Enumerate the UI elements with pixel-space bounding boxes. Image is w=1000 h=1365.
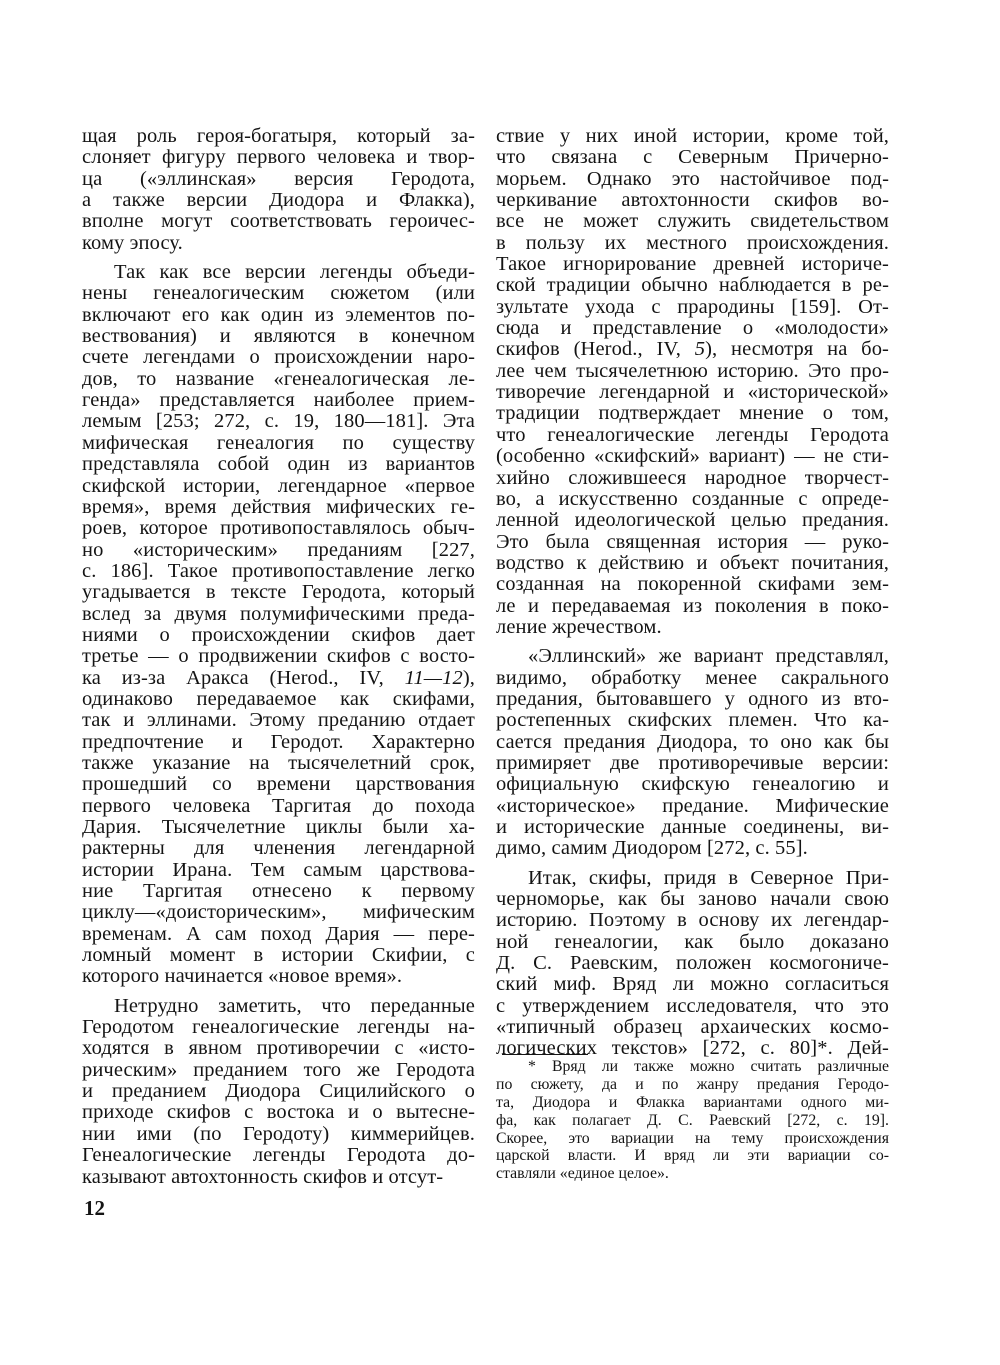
text-line: казывают автохтонность скифов и отсут- bbox=[82, 1165, 444, 1188]
text-line: что связана с Северным Причерно- bbox=[496, 146, 889, 169]
text-line: Такое игнорирование древней историче- bbox=[496, 253, 889, 276]
text-line: скифов (Herod., IV, 5), несмотря на бо- bbox=[496, 338, 889, 361]
text-line: с утверждением исследователя, что это bbox=[496, 994, 889, 1017]
text-line: «историческое» предание. Мифические bbox=[496, 794, 889, 817]
text-line: одинаково передаваемое как скифами, bbox=[82, 687, 475, 710]
text-line: включают его как один из элементов по- bbox=[82, 303, 475, 326]
text-line: и преданием Диодора Сицилийского о bbox=[82, 1080, 475, 1103]
text-line: слоняет фигуру первого человека и твор- bbox=[82, 146, 475, 169]
text-line: традиции подтверждает мнение о том, bbox=[496, 402, 889, 425]
text-line: черноморье, как бы заново начали свою bbox=[496, 888, 889, 911]
text-line: ка из-за Аракса (Herod., IV, 11—12), bbox=[82, 666, 475, 689]
text-line: ствие у них иной истории, кроме той, bbox=[496, 125, 889, 147]
text-line: ной генеалогии, как было доказано bbox=[496, 930, 889, 953]
text-line: приходе скифов с востока и о вытесне- bbox=[82, 1101, 475, 1124]
text-line: ломный момент в истории Скифии, с bbox=[82, 944, 475, 967]
text-line: ца («эллинская» версия Геродота, bbox=[82, 167, 475, 190]
text-line: сюда и представление о «молодости» bbox=[496, 317, 889, 340]
text-line: та, Диодора и Флакка вариантами одного ми- bbox=[496, 1093, 889, 1111]
text-line: водство к действию и объект почитания, bbox=[496, 551, 889, 574]
text-line: угадывается в тексте Геродота, который bbox=[82, 581, 475, 604]
text-line: Дария. Тысячелетние циклы были ха- bbox=[82, 816, 475, 838]
right-column bbox=[496, 126, 889, 1060]
text-line: примиряет две противоречивые версии: bbox=[496, 751, 889, 774]
text-line: во, а искусственно созданные с опреде- bbox=[496, 487, 889, 510]
text-line: первого человека Таргитая до похода bbox=[82, 794, 475, 817]
text-line: «типичный образец архаических космо- bbox=[496, 1016, 889, 1039]
text-line: прошедший со времени царствования bbox=[82, 773, 475, 796]
text-line: морьем. Однако это настойчивое под- bbox=[496, 167, 889, 190]
text-line: историю. Поэтому в основу их легендар- bbox=[496, 909, 889, 932]
text-line: вполне могут соответствовать героичес- bbox=[82, 210, 475, 233]
text-line: что генеалогические легенды Геродота bbox=[496, 423, 889, 446]
text-line: «Эллинский» же вариант представлял, bbox=[528, 645, 889, 668]
text-line: также указание на тысячелетний срок, bbox=[82, 751, 475, 774]
footnote bbox=[496, 1058, 889, 1183]
text-line: видимо, обработку менее сакрального bbox=[496, 666, 889, 689]
text-line: ление жречеством. bbox=[496, 615, 662, 638]
text-line: Геродотом генеалогические легенды на- bbox=[82, 1016, 475, 1039]
text-line: с. 186]. Такое противопоставление легко bbox=[82, 559, 475, 582]
text-line: все не может служить свидетельством bbox=[496, 210, 889, 233]
text-line: нии ими (по Геродоту) киммерийцев. bbox=[82, 1122, 475, 1145]
text-line: щая роль героя-богатыря, который за- bbox=[82, 125, 475, 147]
text-line: Это была священная история — руко- bbox=[496, 530, 889, 553]
left-column bbox=[82, 126, 475, 1188]
text-line: вслед за двумя полумифическими преда- bbox=[82, 602, 475, 625]
text-line: хийно сложившееся народное творчест- bbox=[496, 466, 889, 489]
text-line: Нетрудно заметить, что переданные bbox=[114, 994, 475, 1017]
text-line: генда» представляется наиболее прием- bbox=[82, 389, 475, 412]
text-line: по сюжету, да и по жанру предания Геродо- bbox=[496, 1075, 889, 1093]
text-line: временам. А сам поход Дария — пере- bbox=[82, 922, 475, 945]
text-line: Скорее, это вариации на тему происхождения bbox=[496, 1129, 889, 1147]
text-line: * Вряд ли также можно считать различные bbox=[528, 1058, 889, 1075]
text-line: истории Ирана. Тем самым царствова- bbox=[82, 858, 475, 881]
text-line: но «историческим» преданиям [227, bbox=[82, 538, 475, 561]
text-line: счете легендами о происхождении наро- bbox=[82, 346, 475, 369]
text-line: рактерны для членения легендарной bbox=[82, 837, 475, 860]
text-line: фа, как полагает Д. С. Раевский [272, с. 19]. bbox=[496, 1111, 889, 1129]
text-line: царской власти. И вряд ли эти вариации со- bbox=[496, 1147, 889, 1165]
text-line: сается предания Диодора, то оно как бы bbox=[496, 730, 889, 753]
text-line: ский миф. Вряд ли можно согласиться bbox=[496, 973, 889, 996]
text-line: черкивание автохтонности скифов во- bbox=[496, 189, 889, 212]
text-line: ние Таргитая отнесено к первому bbox=[82, 880, 475, 903]
page-number: 12 bbox=[84, 1196, 105, 1220]
text-line: нены генеалогическим сюжетом (или bbox=[82, 282, 475, 305]
text-line: а также версии Диодора и Флакка), bbox=[82, 189, 475, 212]
text-line: мифическая генеалогия по существу bbox=[82, 431, 475, 454]
text-line: зультате ухода с прародины [159]. От- bbox=[496, 295, 889, 318]
text-line: в пользу их местного происхождения. bbox=[496, 231, 889, 254]
text-line: время», время действия мифических ге- bbox=[82, 495, 475, 518]
text-line: официальную скифскую генеалогию и bbox=[496, 773, 889, 796]
text-line: (особенно «скифский» вариант) — не сти- bbox=[496, 445, 889, 468]
text-line: предпочтение и Геродот. Характерно bbox=[82, 730, 475, 753]
text-line: предания, бытовавшего у одного из вто- bbox=[496, 687, 889, 710]
text-line: димо, самим Диодором [272, с. 55]. bbox=[496, 837, 808, 860]
text-line: Генеалогические легенды Геродота до- bbox=[82, 1144, 475, 1167]
text-line: Итак, скифы, придя в Северное При- bbox=[528, 866, 889, 889]
text-line: рическим» преданием того же Геродота bbox=[82, 1058, 475, 1081]
text-line: Д. С. Раевским, положен космогониче- bbox=[496, 952, 889, 975]
text-line: роев, которое противопоставлялось обыч- bbox=[82, 517, 475, 540]
text-line: лемым [253; 272, с. 19, 180—181]. Эта bbox=[82, 410, 475, 433]
text-line: ниями о происхождении скифов дает bbox=[82, 623, 475, 646]
text-line: ростепенных скифских племен. Что ка- bbox=[496, 709, 889, 732]
text-line: ле и передаваемая из поколения в поко- bbox=[496, 594, 889, 617]
text-line: и исторические данные соединены, ви- bbox=[496, 816, 889, 838]
text-line: ленной идеологической целью предания. bbox=[496, 509, 889, 532]
text-line: ставляли «единое целое». bbox=[496, 1165, 669, 1183]
text-line: Так как все версии легенды объеди- bbox=[114, 261, 475, 284]
text-line: созданная на покоренной скифами зем- bbox=[496, 573, 889, 596]
text-line: которого начинается «новое время». bbox=[82, 965, 403, 988]
text-line: ходятся в явном противоречии с «исто- bbox=[82, 1037, 475, 1060]
text-line: представляла собой один из вариантов bbox=[82, 453, 475, 476]
text-line: тиворечие легендарной и «исторической» bbox=[496, 381, 889, 404]
text-line: скифской истории, легендарное «первое bbox=[82, 474, 475, 497]
text-line: циклу—«доисторическим», мифическим bbox=[82, 901, 475, 924]
text-line: дов, то название «генеалогическая ле- bbox=[82, 367, 475, 390]
text-line: третье — о продвижении скифов с восто- bbox=[82, 645, 475, 668]
text-line: вествования) и являются в конечном bbox=[82, 325, 475, 348]
text-line: ской традиции обычно наблюдается в ре- bbox=[496, 274, 889, 297]
text-line: лее чем тысячелетнюю историю. Это про- bbox=[496, 359, 889, 382]
text-line: логических текстов» [272, с. 80]*. Дей- bbox=[496, 1037, 889, 1060]
footnote-divider bbox=[502, 1054, 588, 1055]
text-line: кому эпосу. bbox=[82, 231, 183, 254]
text-line: так и эллинами. Этому преданию отдает bbox=[82, 709, 475, 732]
